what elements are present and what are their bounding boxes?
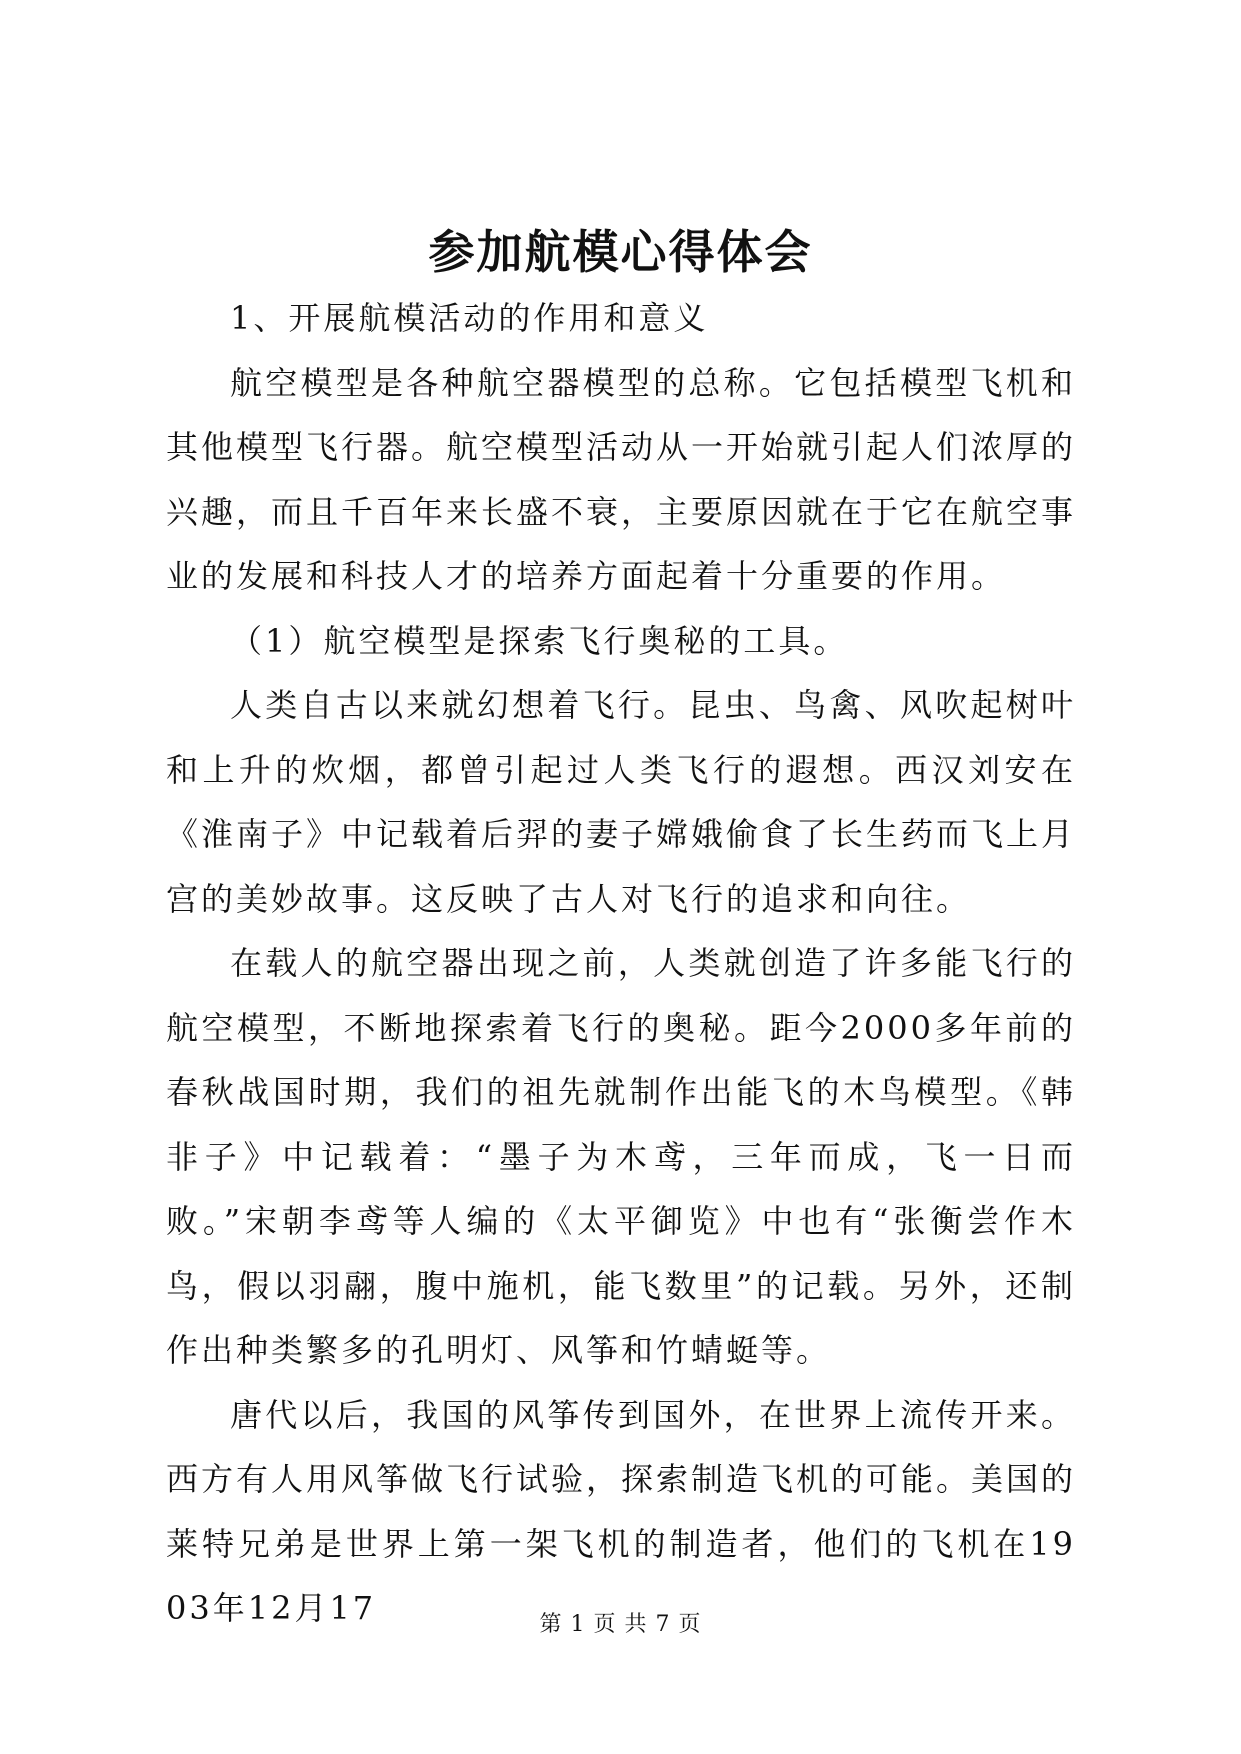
paragraph-2: 人类自古以来就幻想着飞行。昆虫、鸟禽、风吹起树叶和上升的炊烟，都曾引起过人类飞行的遐想。西汉刘安在《淮南子》中记载着后羿的妻子嫦娥偷食了长生药而飞上月宫的美妙故事。这反映了古人对飞行的追求和向往。: [166, 686, 1077, 918]
paragraph-1: 航空模型是各种航空器模型的总称。它包括模型飞机和其他模型飞行器。航空模型活动从一开始就引起人们浓厚的兴趣，而且千百年来长盛不衰，主要原因就在于它在航空事业的发展和科技人才的培养方面起着十分重要的作用。: [166, 363, 1077, 595]
paragraph-4: 唐代以后，我国的风筝传到国外，在世界上流传开来。西方有人用风筝做飞行试验，探索制造飞机的可能。美国的莱特兄弟是世界上第一架飞机的制造者，他们的飞机在1903年12月17: [166, 1395, 1077, 1627]
page-title: 参加航模心得体会: [428, 225, 813, 279]
document-body: [166, 286, 1076, 1641]
subheading: （1）航空模型是探索飞行奥秘的工具。: [230, 621, 849, 660]
paragraph-3: 在载人的航空器出现之前，人类就创造了许多能飞行的航空模型，不断地探索着飞行的奥秘。距今2000多年前的春秋战国时期，我们的祖先就制作出能飞的木鸟模型。《韩非子》中记载着：“墨子为木鸢，三年而成，飞一日而败。”宋朝李鸢等人编的《太平御览》中也有“张衡尝作木鸟，假以羽翮，腹中施机，能飞数里”的记载。另外，还制作出种类繁多的孔明灯、风筝和竹蜻蜓等。: [166, 944, 1076, 1369]
page-footer: 第 1 页 共 7 页: [539, 1612, 702, 1637]
section-heading: 1、开展航模活动的作用和意义: [230, 299, 709, 337]
